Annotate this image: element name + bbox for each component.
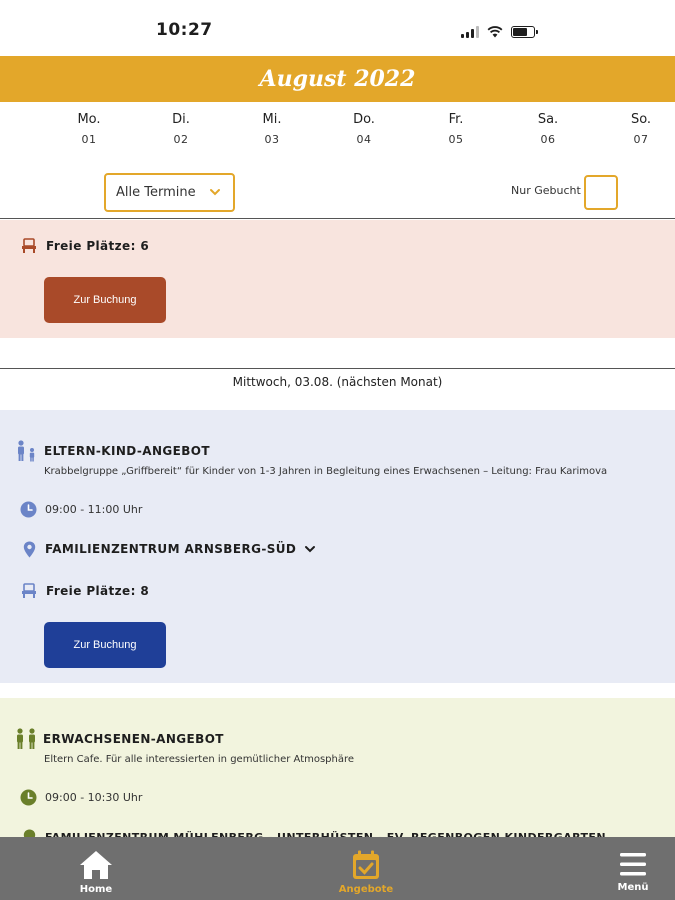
day-number: 03	[264, 133, 280, 146]
category-row	[13, 730, 224, 748]
day-monday[interactable]	[59, 112, 119, 146]
divider	[0, 218, 675, 219]
filter-select-value: Alle Termine	[116, 185, 196, 200]
event-card	[0, 220, 675, 338]
day-sunday[interactable]	[611, 112, 671, 146]
book-button[interactable]: Zur Buchung	[44, 277, 166, 323]
month-title: August 2022	[259, 66, 416, 92]
day-name: Mi.	[262, 112, 282, 127]
clock-icon	[19, 500, 37, 518]
day-number: 06	[540, 133, 556, 146]
chevron-down-icon	[304, 544, 316, 554]
divider	[0, 368, 675, 369]
nav-offers[interactable]	[321, 837, 411, 900]
day-number: 01	[81, 133, 97, 146]
nav-label: Home	[79, 884, 113, 895]
day-thursday[interactable]	[334, 112, 394, 146]
booked-only-checkbox[interactable]	[584, 175, 618, 210]
event-category: ERWACHSENEN-ANGEBOT	[43, 732, 224, 746]
date-heading: Mittwoch, 03.08. (nächsten Monat)	[232, 375, 443, 389]
category-row	[14, 442, 210, 460]
event-description: Eltern Cafe. Für alle interessierten in gemütlicher Atmosphäre	[44, 754, 355, 765]
day-wednesday[interactable]	[242, 112, 302, 146]
day-number: 02	[173, 133, 189, 146]
booked-only-label: Nur Gebucht	[511, 184, 581, 197]
event-card	[0, 698, 675, 838]
description-row	[44, 754, 354, 765]
filter-select[interactable]	[104, 173, 235, 212]
adults-icon	[13, 730, 39, 748]
location-pin-icon	[21, 540, 37, 558]
day-name: Do.	[353, 112, 375, 127]
time-row	[19, 788, 142, 806]
parent-child-icon	[14, 442, 40, 460]
status-time: 10:27	[156, 20, 213, 40]
description-row	[44, 466, 607, 477]
seat-icon	[20, 582, 38, 600]
nav-menu[interactable]	[588, 837, 675, 900]
chevron-down-icon	[209, 186, 221, 198]
location-row[interactable]	[21, 540, 316, 558]
day-name: Fr.	[448, 112, 464, 127]
event-time: 09:00 - 10:30 Uhr	[45, 790, 143, 804]
seat-icon	[20, 237, 38, 255]
day-name: Di.	[172, 112, 190, 127]
nav-label: Menü	[617, 882, 649, 893]
battery-icon	[511, 26, 535, 38]
event-card	[0, 410, 675, 683]
day-saturday[interactable]	[518, 112, 578, 146]
free-seats: Freie Plätze: 6	[46, 239, 150, 253]
day-name: Mo.	[77, 112, 101, 127]
nav-label: Angebote	[338, 884, 394, 895]
wifi-icon	[487, 25, 503, 38]
event-category: ELTERN-KIND-ANGEBOT	[44, 444, 210, 458]
days-row	[0, 112, 675, 156]
seats-row	[20, 582, 149, 600]
status-icons	[461, 22, 535, 38]
seats-row	[20, 237, 149, 255]
event-location: FAMILIENZENTRUM ARNSBERG-SÜD	[45, 542, 297, 556]
day-number: 07	[633, 133, 649, 146]
free-seats: Freie Plätze: 8	[46, 584, 150, 598]
day-number: 05	[448, 133, 464, 146]
month-header	[0, 56, 675, 102]
signal-icon	[461, 26, 479, 38]
day-name: Sa.	[537, 112, 559, 127]
calendar-check-icon	[352, 850, 380, 880]
day-number: 04	[356, 133, 372, 146]
time-row	[19, 500, 142, 518]
book-button[interactable]: Zur Buchung	[44, 622, 166, 668]
event-time: 09:00 - 11:00 Uhr	[45, 502, 143, 516]
clock-icon	[19, 788, 37, 806]
event-description: Krabbelgruppe „Griffbereit“ für Kinder von 1-3 Jahren in Begleitung eines Erwachsenen – Leitung: Frau Karimova	[44, 466, 608, 477]
home-icon	[79, 850, 113, 880]
hamburger-menu-icon	[619, 850, 647, 878]
nav-home[interactable]	[51, 837, 141, 900]
status-bar	[0, 0, 675, 56]
bottom-nav	[0, 837, 675, 900]
day-friday[interactable]	[426, 112, 486, 146]
day-name: So.	[630, 112, 652, 127]
day-tuesday[interactable]	[151, 112, 211, 146]
